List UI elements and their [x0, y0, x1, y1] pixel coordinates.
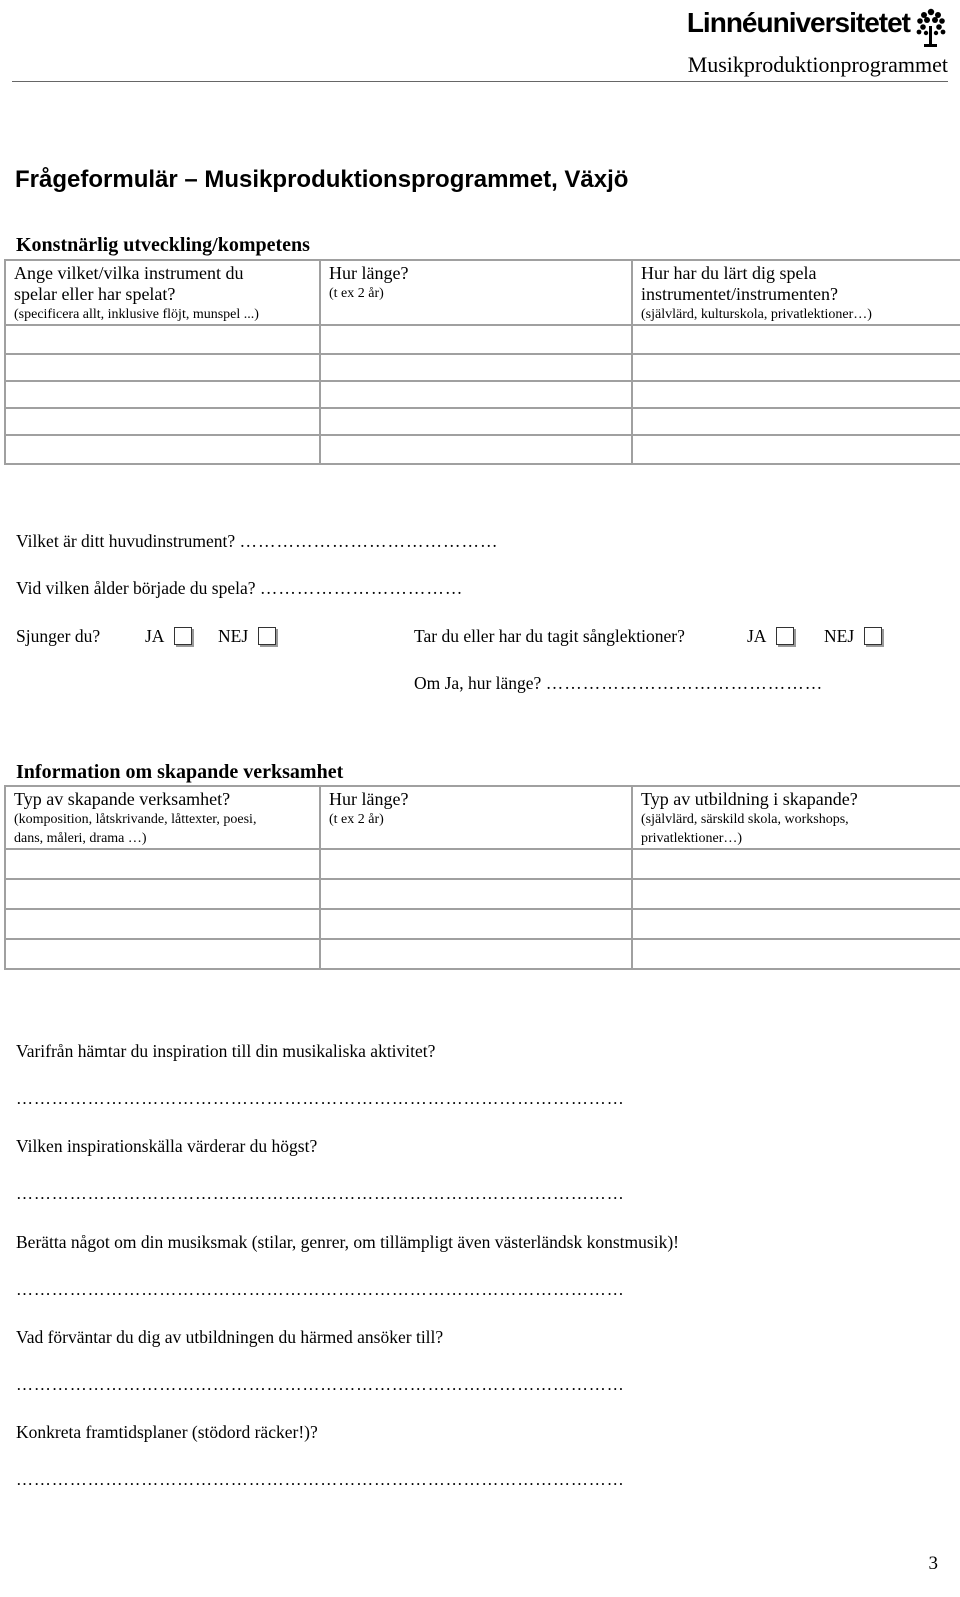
lessons-yes-option [747, 626, 794, 647]
header-instrument-line2: spelar eller har spelat? [14, 284, 176, 304]
instrument-cell[interactable] [5, 435, 320, 464]
learning-cell[interactable] [632, 381, 960, 408]
education-cell[interactable] [632, 849, 960, 879]
education-cell[interactable] [632, 939, 960, 969]
table-header-row [5, 260, 960, 325]
header-duration-hint: (t ex 2 år) [329, 812, 384, 827]
table-row [5, 435, 960, 464]
header-cell-learning [632, 260, 960, 325]
answer-line[interactable]: ………………………………………………………………………………………… [16, 1184, 625, 1203]
answer-line[interactable]: ………………………………………………………………………………………… [16, 1470, 625, 1489]
duration-cell[interactable] [320, 849, 632, 879]
header-cell-education [632, 786, 960, 849]
answer-line[interactable]: …………………………… [259, 578, 464, 598]
sing-no-checkbox[interactable] [258, 627, 276, 645]
learning-cell[interactable] [632, 408, 960, 435]
header-duration-label: Hur länge? [329, 789, 409, 809]
sing-no-option [218, 626, 276, 647]
section-title-creative: Information om skapande verksamhet [16, 761, 344, 783]
duration-cell[interactable] [320, 939, 632, 969]
header-cell-activity [5, 786, 320, 849]
header-learning-line1: Hur har du lärt dig spela [641, 263, 817, 283]
answer-line[interactable]: ………………………………………………………………………………………… [16, 1089, 625, 1108]
learning-cell[interactable] [632, 435, 960, 464]
question-lessons-text: Tar du eller har du tagit sånglektioner? [414, 626, 685, 646]
header-duration-label: Hur länge? [329, 263, 409, 283]
table-row [5, 909, 960, 939]
learning-cell[interactable] [632, 325, 960, 354]
question-main-instrument-text: Vilket är ditt huvudinstrument? [16, 531, 236, 551]
question-sing [16, 626, 100, 647]
header-education-hint1: (självlärd, särskild skola, workshops, [641, 812, 849, 827]
duration-cell[interactable] [320, 435, 632, 464]
table-header-row [5, 786, 960, 849]
duration-cell[interactable] [320, 909, 632, 939]
sing-yes-option [145, 626, 192, 647]
duration-cell[interactable] [320, 325, 632, 354]
tree-logo-icon [914, 6, 948, 50]
activity-cell[interactable] [5, 909, 320, 939]
question-expectations: Vad förväntar du dig av utbildningen du härmed ansöker till? [16, 1327, 444, 1347]
table-row [5, 849, 960, 879]
header-divider [12, 81, 948, 82]
duration-cell[interactable] [320, 354, 632, 381]
answer-line[interactable]: ………………………………………………………………………………………… [16, 1375, 625, 1394]
section-title-artistic: Konstnärlig utveckling/kompetens [16, 234, 310, 256]
activity-cell[interactable] [5, 939, 320, 969]
lessons-no-checkbox[interactable] [864, 627, 882, 645]
table-row [5, 381, 960, 408]
lessons-no-option [824, 626, 882, 647]
table-row [5, 325, 960, 354]
question-lessons [414, 626, 685, 647]
question-inspiration-source: Varifrån hämtar du inspiration till din musikaliska aktivitet? [16, 1041, 436, 1061]
page-title: Frågeformulär – Musikproduktionsprogrammet, Växjö [15, 166, 629, 193]
header-activity-label: Typ av skapande verksamhet? [14, 789, 231, 809]
education-cell[interactable] [632, 909, 960, 939]
header-activity-hint2: dans, måleri, drama …) [14, 831, 147, 846]
duration-cell[interactable] [320, 381, 632, 408]
sing-no-label: NEJ [218, 626, 249, 646]
instrument-cell[interactable] [5, 354, 320, 381]
table-row [5, 408, 960, 435]
question-main-instrument [16, 531, 499, 552]
duration-cell[interactable] [320, 408, 632, 435]
header-cell-duration [320, 260, 632, 325]
answer-line[interactable]: ……………………………………… [545, 673, 824, 693]
education-cell[interactable] [632, 879, 960, 909]
question-how-long-text: Om Ja, hur länge? [414, 673, 542, 693]
lessons-yes-checkbox[interactable] [776, 627, 794, 645]
header-education-label: Typ av utbildning i skapande? [641, 789, 858, 809]
question-start-age [16, 578, 463, 599]
instrument-table [4, 259, 960, 465]
learning-cell[interactable] [632, 354, 960, 381]
header-cell-duration [320, 786, 632, 849]
sing-yes-label: JA [145, 626, 165, 646]
header-duration-hint: (t ex 2 år) [329, 286, 384, 301]
activity-cell[interactable] [5, 849, 320, 879]
lessons-no-label: NEJ [824, 626, 855, 646]
header-cell-instrument [5, 260, 320, 325]
instrument-cell[interactable] [5, 408, 320, 435]
question-top-inspiration: Vilken inspirationskälla värderar du högst? [16, 1136, 318, 1156]
answer-line[interactable]: …………………………………… [239, 531, 499, 551]
question-start-age-text: Vid vilken ålder började du spela? [16, 578, 256, 598]
question-future-plans: Konkreta framtidsplaner (stödord räcker!)? [16, 1422, 318, 1442]
question-sing-text: Sjunger du? [16, 626, 101, 646]
question-how-long [414, 673, 823, 694]
university-logo [687, 6, 948, 50]
header-activity-hint1: (komposition, låtskrivande, låttexter, poesi, [14, 812, 257, 827]
header-learning-hint: (självlärd, kulturskola, privatlektioner…) [641, 307, 872, 322]
page-number: 3 [928, 1553, 938, 1574]
header-instrument-line1: Ange vilket/vilka instrument du [14, 263, 244, 283]
sing-yes-checkbox[interactable] [174, 627, 192, 645]
instrument-cell[interactable] [5, 325, 320, 354]
lessons-yes-label: JA [747, 626, 767, 646]
table-row [5, 879, 960, 909]
answer-line[interactable]: ………………………………………………………………………………………… [16, 1280, 625, 1299]
creative-table [4, 785, 960, 970]
activity-cell[interactable] [5, 879, 320, 909]
program-subtitle: Musikproduktionprogrammet [687, 52, 948, 77]
duration-cell[interactable] [320, 879, 632, 909]
table-row [5, 939, 960, 969]
table-row [5, 354, 960, 381]
instrument-cell[interactable] [5, 381, 320, 408]
logo-wordmark: Linnéuniversitetet [686, 7, 910, 38]
header-instrument-hint: (specificera allt, inklusive flöjt, munspel ...) [14, 307, 259, 322]
header-learning-line2: instrumentet/instrumenten? [641, 284, 838, 304]
header-education-hint2: privatlektioner…) [641, 831, 743, 846]
question-music-taste: Berätta något om din musiksmak (stilar, genrer, om tillämpligt även västerländsk konstmusik)! [16, 1232, 679, 1252]
